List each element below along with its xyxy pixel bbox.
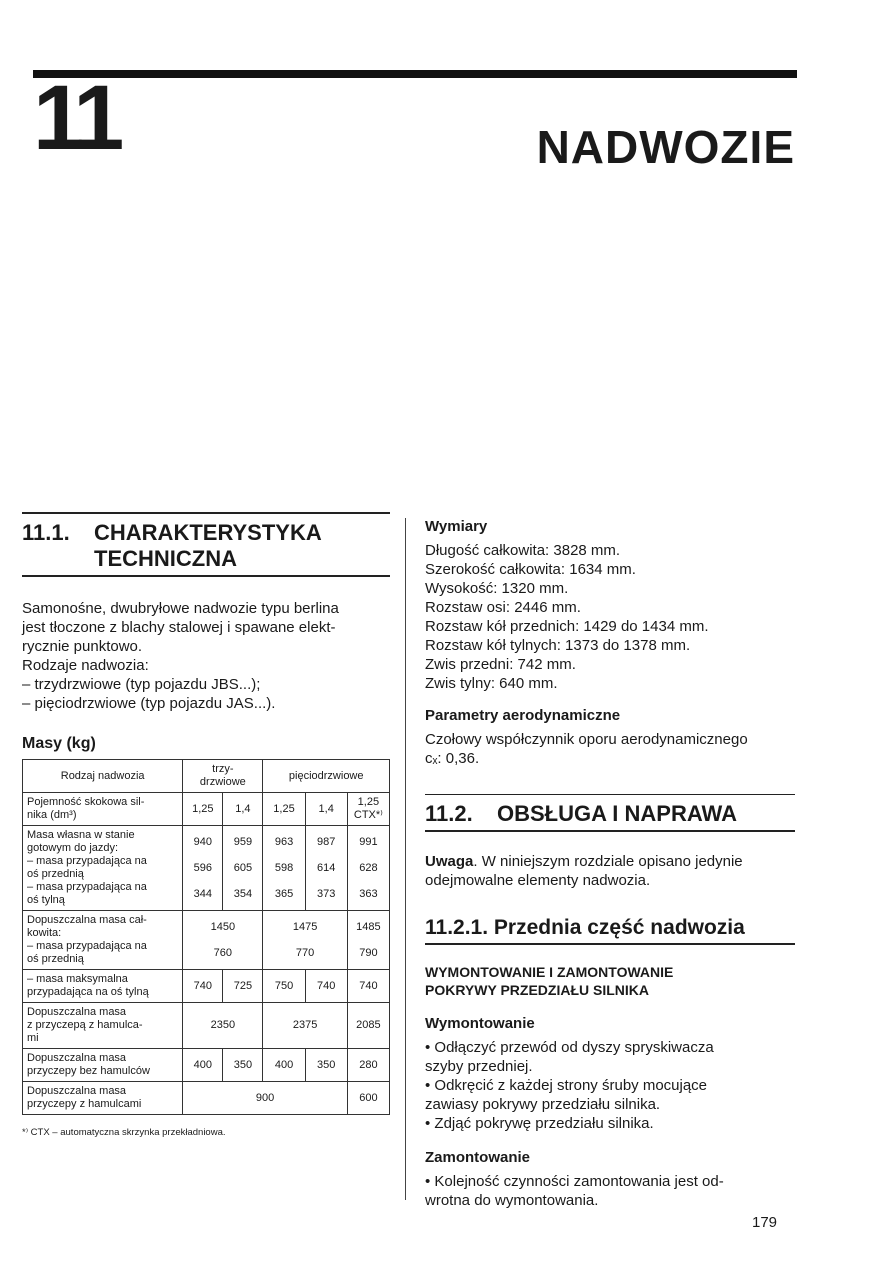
- procedure-heading-line: POKRYWY PRZEDZIAŁU SILNIKA: [425, 982, 650, 998]
- section-number: 11.2.: [425, 801, 473, 826]
- cell-text: 991: [359, 835, 378, 848]
- cell-text: 770: [295, 946, 315, 959]
- section-11-2-heading: [425, 794, 795, 832]
- table-cell: 400: [183, 1049, 223, 1082]
- table-cell: [183, 826, 223, 911]
- label-text: Dopuszczalna masa: [27, 1052, 127, 1064]
- header-three-door-a: trzy-: [212, 763, 234, 775]
- table-cell: 350: [305, 1049, 347, 1082]
- label-text: oś przednią: [27, 953, 84, 965]
- top-rule: [33, 70, 797, 78]
- intro-line: – trzydrzwiowe (typ pojazdu JBS...);: [22, 676, 261, 693]
- table-cell: [305, 826, 347, 911]
- dimensions-heading: Wymiary: [425, 518, 488, 535]
- label-text: Pojemność skokowa sil-: [27, 796, 145, 808]
- cell-text: 365: [274, 887, 294, 900]
- section-11-1-heading: [22, 512, 390, 577]
- dimension-line: Szerokość całkowita: 1634 mm.: [425, 561, 636, 578]
- table-cell: 750: [263, 970, 305, 1003]
- left-column: [22, 512, 390, 1138]
- header-five-door: pięciodrzwiowe: [263, 760, 390, 793]
- section-11-2-1-heading: [425, 916, 795, 945]
- row-label: [23, 1049, 183, 1082]
- cell-text: 790: [359, 946, 378, 959]
- table-row: [23, 1003, 390, 1049]
- dimension-line: Rozstaw osi: 2446 mm.: [425, 599, 581, 616]
- intro-line: Samonośne, dwubryłowe nadwozie typu berlina: [22, 600, 339, 617]
- dimension-line: Rozstaw kół tylnych: 1373 do 1378 mm.: [425, 637, 691, 654]
- label-text: oś przednią: [27, 868, 84, 880]
- row-label: [23, 970, 183, 1003]
- page-number: 179: [752, 1214, 778, 1231]
- table-cell: 1,4: [223, 793, 263, 826]
- dimension-line: Zwis tylny: 640 mm.: [425, 675, 558, 692]
- table-row: [23, 1049, 390, 1082]
- table-cell: 2350: [183, 1003, 263, 1049]
- row-label: [23, 1082, 183, 1115]
- table-cell: 725: [223, 970, 263, 1003]
- label-text: – masa przypadająca na: [27, 940, 147, 952]
- install-heading: Zamontowanie: [425, 1149, 531, 1166]
- table-cell: 2375: [263, 1003, 347, 1049]
- table-cell: 600: [347, 1082, 389, 1115]
- cell-text: 959: [233, 835, 253, 848]
- masses-heading: Masy (kg): [22, 735, 96, 752]
- cell-text: 628: [359, 861, 378, 874]
- label-text: – masa przypadająca na: [27, 855, 147, 867]
- table-cell: [347, 911, 389, 970]
- cell-text: 344: [193, 887, 212, 900]
- intro-line: jest tłoczone z blachy stalowej i spawane elekt-: [22, 619, 336, 636]
- table-cell: 740: [305, 970, 347, 1003]
- table-cell: 740: [183, 970, 223, 1003]
- label-text: Dopuszczalna masa cał-: [27, 914, 147, 926]
- table-row: [23, 793, 390, 826]
- intro-line: rycznie punktowo.: [22, 638, 143, 655]
- procedure-heading: [425, 963, 795, 999]
- label-text: z przyczepą z hamulca-: [27, 1019, 143, 1031]
- table-cell: 2085: [347, 1003, 389, 1049]
- cell-text: 373: [317, 887, 336, 900]
- note-line: odejmowalne elementy nadwozia.: [425, 872, 651, 889]
- dimension-line: Wysokość: 1320 mm.: [425, 580, 569, 597]
- header-body-type: Rodzaj nadwozia: [23, 760, 183, 793]
- header-three-door: [183, 760, 263, 793]
- label-text: nika (dm³): [27, 809, 77, 821]
- table-cell: [347, 826, 389, 911]
- aero-heading: Parametry aerodynamiczne: [425, 707, 621, 724]
- chapter-number: 11: [33, 67, 119, 169]
- removal-step: • Odłączyć przewód od dyszy spryskiwacza: [425, 1039, 714, 1056]
- dimension-line: Długość całkowita: 3828 mm.: [425, 542, 621, 559]
- table-cell: 1,4: [305, 793, 347, 826]
- removal-step: zawiasy pokrywy przedziału silnika.: [425, 1096, 661, 1113]
- removal-step: • Odkręcić z każdej strony śruby mocujące: [425, 1077, 708, 1094]
- table-row: [23, 911, 390, 970]
- row-label: [23, 826, 183, 911]
- cell-text: 363: [359, 887, 378, 900]
- table-cell: [263, 826, 305, 911]
- right-column: [425, 512, 795, 1210]
- removal-heading: Wymontowanie: [425, 1015, 535, 1032]
- cell-text: 940: [193, 835, 212, 848]
- section-title-line1: CHARAKTERYSTYKA: [94, 520, 322, 545]
- note-bold: Uwaga: [425, 853, 474, 870]
- table-header-row: [23, 760, 390, 793]
- procedure-heading-line: WYMONTOWANIE I ZAMONTOWANIE: [425, 964, 674, 980]
- label-text: Dopuszczalna masa: [27, 1085, 127, 1097]
- intro-line: – pięciodrzwiowe (typ pojazdu JAS...).: [22, 695, 276, 712]
- table-cell: 1,25: [183, 793, 223, 826]
- dimension-line: Zwis przedni: 742 mm.: [425, 656, 576, 673]
- aero-line: Czołowy współczynnik oporu aerodynamicznego: [425, 731, 748, 748]
- cell-text: 1485: [356, 920, 381, 933]
- label-text: gotowym do jazdy:: [27, 842, 119, 854]
- cell-text: 598: [274, 861, 294, 874]
- label-text: mi: [27, 1032, 39, 1044]
- section-title: 11.2.1. Przednia część nadwozia: [425, 916, 745, 939]
- table-cell: 900: [183, 1082, 347, 1115]
- removal-step: • Zdjąć pokrywę przedziału silnika.: [425, 1115, 654, 1132]
- label-text: przyczepy bez hamulców: [27, 1065, 150, 1077]
- table-cell: [223, 826, 263, 911]
- install-step: wrotna do wymontowania.: [425, 1192, 599, 1209]
- table-cell: 740: [347, 970, 389, 1003]
- aero-line: cₓ: 0,36.: [425, 750, 480, 767]
- cell-text: 354: [233, 887, 253, 900]
- dimension-line: Rozstaw kół przednich: 1429 do 1434 mm.: [425, 618, 709, 635]
- table-cell: [347, 793, 389, 826]
- row-label: [23, 793, 183, 826]
- section-title: OBSŁUGA I NAPRAWA: [497, 801, 737, 826]
- masses-table: [22, 759, 390, 1115]
- row-label: [23, 1003, 183, 1049]
- label-text: przypadająca na oś tylną: [27, 986, 149, 998]
- cell-text: 1450: [210, 920, 236, 933]
- header-three-door-b: drzwiowe: [199, 776, 246, 788]
- table-cell: [183, 911, 263, 970]
- cell-text: 605: [233, 861, 253, 874]
- label-text: przyczepy z hamulcami: [27, 1098, 142, 1110]
- label-text: oś tylną: [27, 894, 65, 906]
- cell-text: 987: [317, 835, 336, 848]
- label-text: – masa maksymalna: [27, 973, 128, 985]
- table-cell: [263, 911, 347, 970]
- table-row: [23, 826, 390, 911]
- label-text: – masa przypadająca na: [27, 881, 147, 893]
- table-cell: 350: [223, 1049, 263, 1082]
- cell-text: 760: [213, 946, 233, 959]
- label-text: Dopuszczalna masa: [27, 1006, 127, 1018]
- table-row: [23, 1082, 390, 1115]
- table-footnote: *⁾ CTX – automatyczna skrzynka przekładniowa.: [22, 1127, 226, 1138]
- table-cell: 280: [347, 1049, 389, 1082]
- chapter-title: NADWOZIE: [536, 121, 795, 173]
- removal-step: szyby przedniej.: [425, 1058, 533, 1075]
- section-number: 11.1.: [22, 520, 70, 545]
- column-divider: [405, 518, 406, 1200]
- table-cell: 400: [263, 1049, 305, 1082]
- note-text: . W niniejszym rozdziale opisano jedynie: [473, 853, 743, 870]
- table-cell: 1,25: [263, 793, 305, 826]
- cell-text: 1,25: [357, 796, 380, 808]
- label-text: Masa własna w stanie: [27, 829, 135, 841]
- row-label: [23, 911, 183, 970]
- cell-text: CTX*⁾: [353, 809, 383, 821]
- cell-text: 963: [274, 835, 294, 848]
- table-row: [23, 970, 390, 1003]
- section-title-line2: TECHNICZNA: [94, 546, 237, 571]
- cell-text: 614: [317, 861, 336, 874]
- label-text: kowita:: [27, 927, 62, 939]
- note-line: [425, 852, 795, 871]
- install-step: • Kolejność czynności zamontowania jest od-: [425, 1173, 724, 1190]
- cell-text: 596: [193, 861, 212, 874]
- intro-line: Rodzaje nadwozia:: [22, 657, 149, 674]
- cell-text: 1475: [292, 920, 318, 933]
